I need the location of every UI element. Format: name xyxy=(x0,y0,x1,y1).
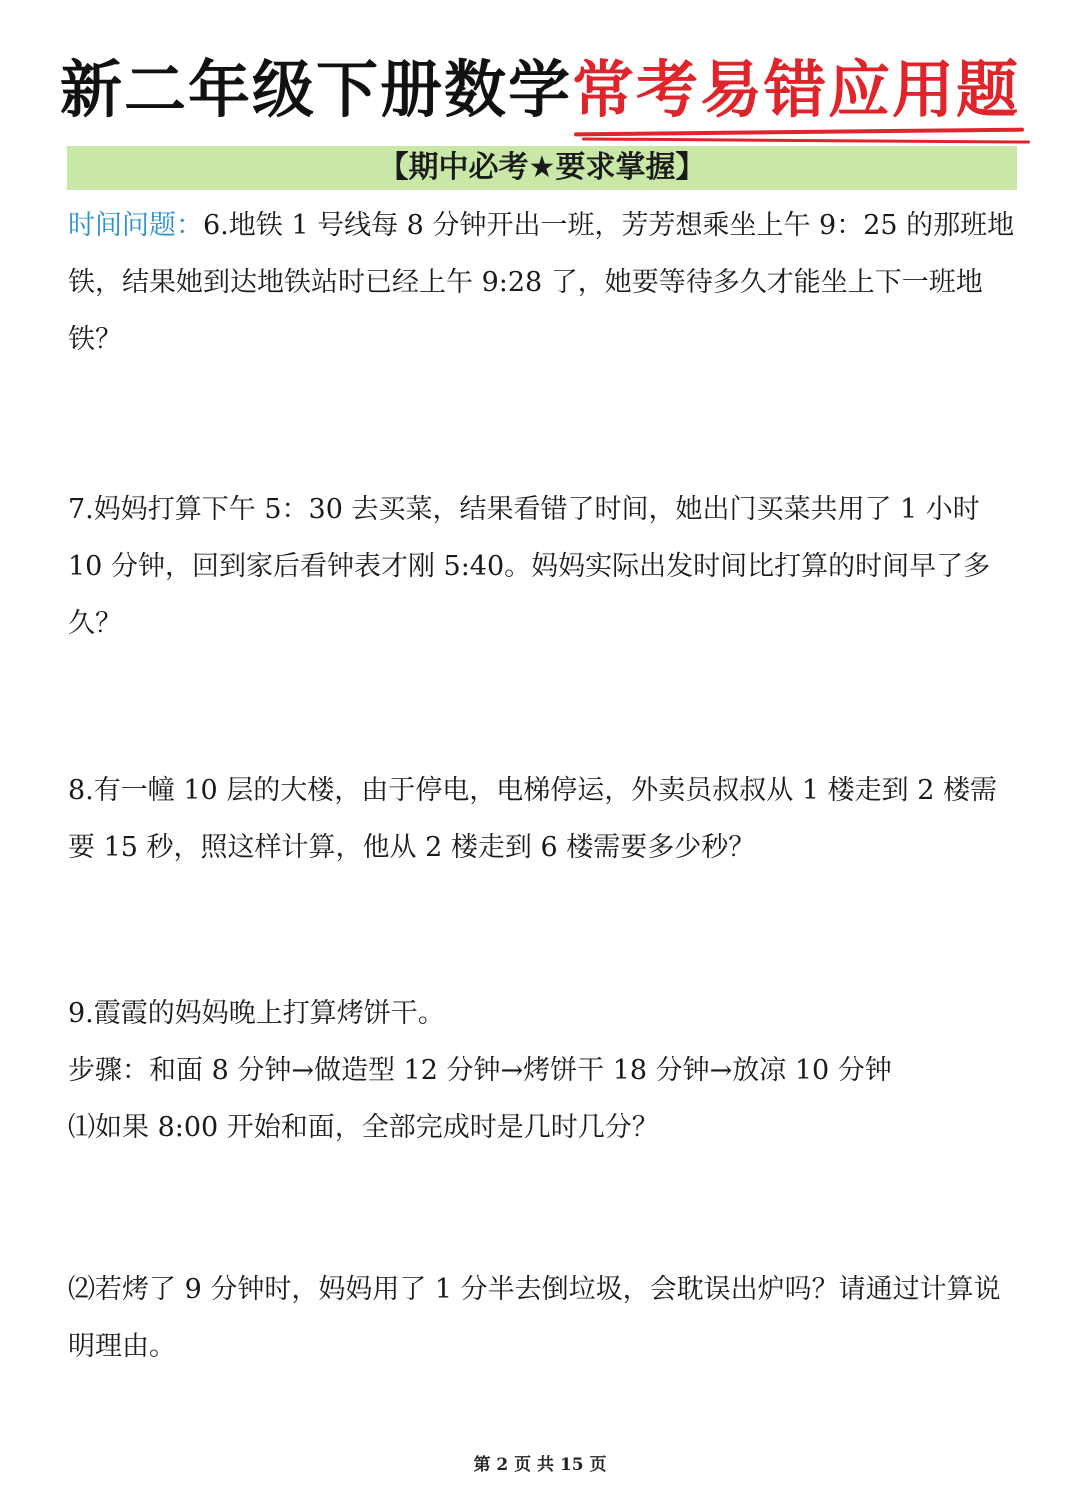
question-9-steps: 步骤：和面 8 分钟→做造型 12 分钟→烤饼干 18 分钟→放凉 10 分钟 xyxy=(68,1055,892,1086)
question-9-intro: 9.霞霞的妈妈晚上打算烤饼干。 xyxy=(68,998,445,1029)
question-8-text: 8.有一幢 10 层的大楼，由于停电，电梯停运，外卖员叔叔从 1 楼走到 2 楼需要 15 秒，照这样计算，他从 2 楼走到 6 楼需要多少秒？ xyxy=(68,775,997,863)
question-9 xyxy=(68,985,1018,1156)
page-number: 第 2 页 共 15 页 xyxy=(473,1455,607,1475)
question-8 xyxy=(68,762,1018,876)
question-7-text: 7.妈妈打算下午 5：30 去买菜，结果看错了时间，她出门买菜共用了 1 小时 10 分钟，回到家后看钟表才刚 5:40。妈妈实际出发时间比打算的时间早了多久？ xyxy=(68,494,991,639)
question-7 xyxy=(68,481,1018,652)
question-9-sub2: ⑵若烤了 9 分钟时，妈妈用了 1 分半去倒垃圾，会耽误出炉吗？请通过计算说明理由。 xyxy=(68,1274,1001,1362)
topic-label: 时间问题： xyxy=(68,210,203,241)
question-9-part2 xyxy=(68,1261,1018,1375)
question-6 xyxy=(68,197,1018,368)
question-6-text: 6.地铁 1 号线每 8 分钟开出一班，芳芳想乘坐上午 9：25 的那班地铁，结果她到达地铁站时已经上午 9:28 了，她要等待多久才能坐上下一班地铁？ xyxy=(68,210,1015,355)
section-banner: 【期中必考★要求掌握】 xyxy=(67,146,1017,190)
title-main: 新二年级下册数学 xyxy=(59,53,572,126)
page-title xyxy=(0,50,1080,130)
question-9-sub1: ⑴如果 8:00 开始和面，全部完成时是几时几分？ xyxy=(68,1112,659,1143)
title-highlight: 常考易错应用题 xyxy=(572,50,1020,130)
